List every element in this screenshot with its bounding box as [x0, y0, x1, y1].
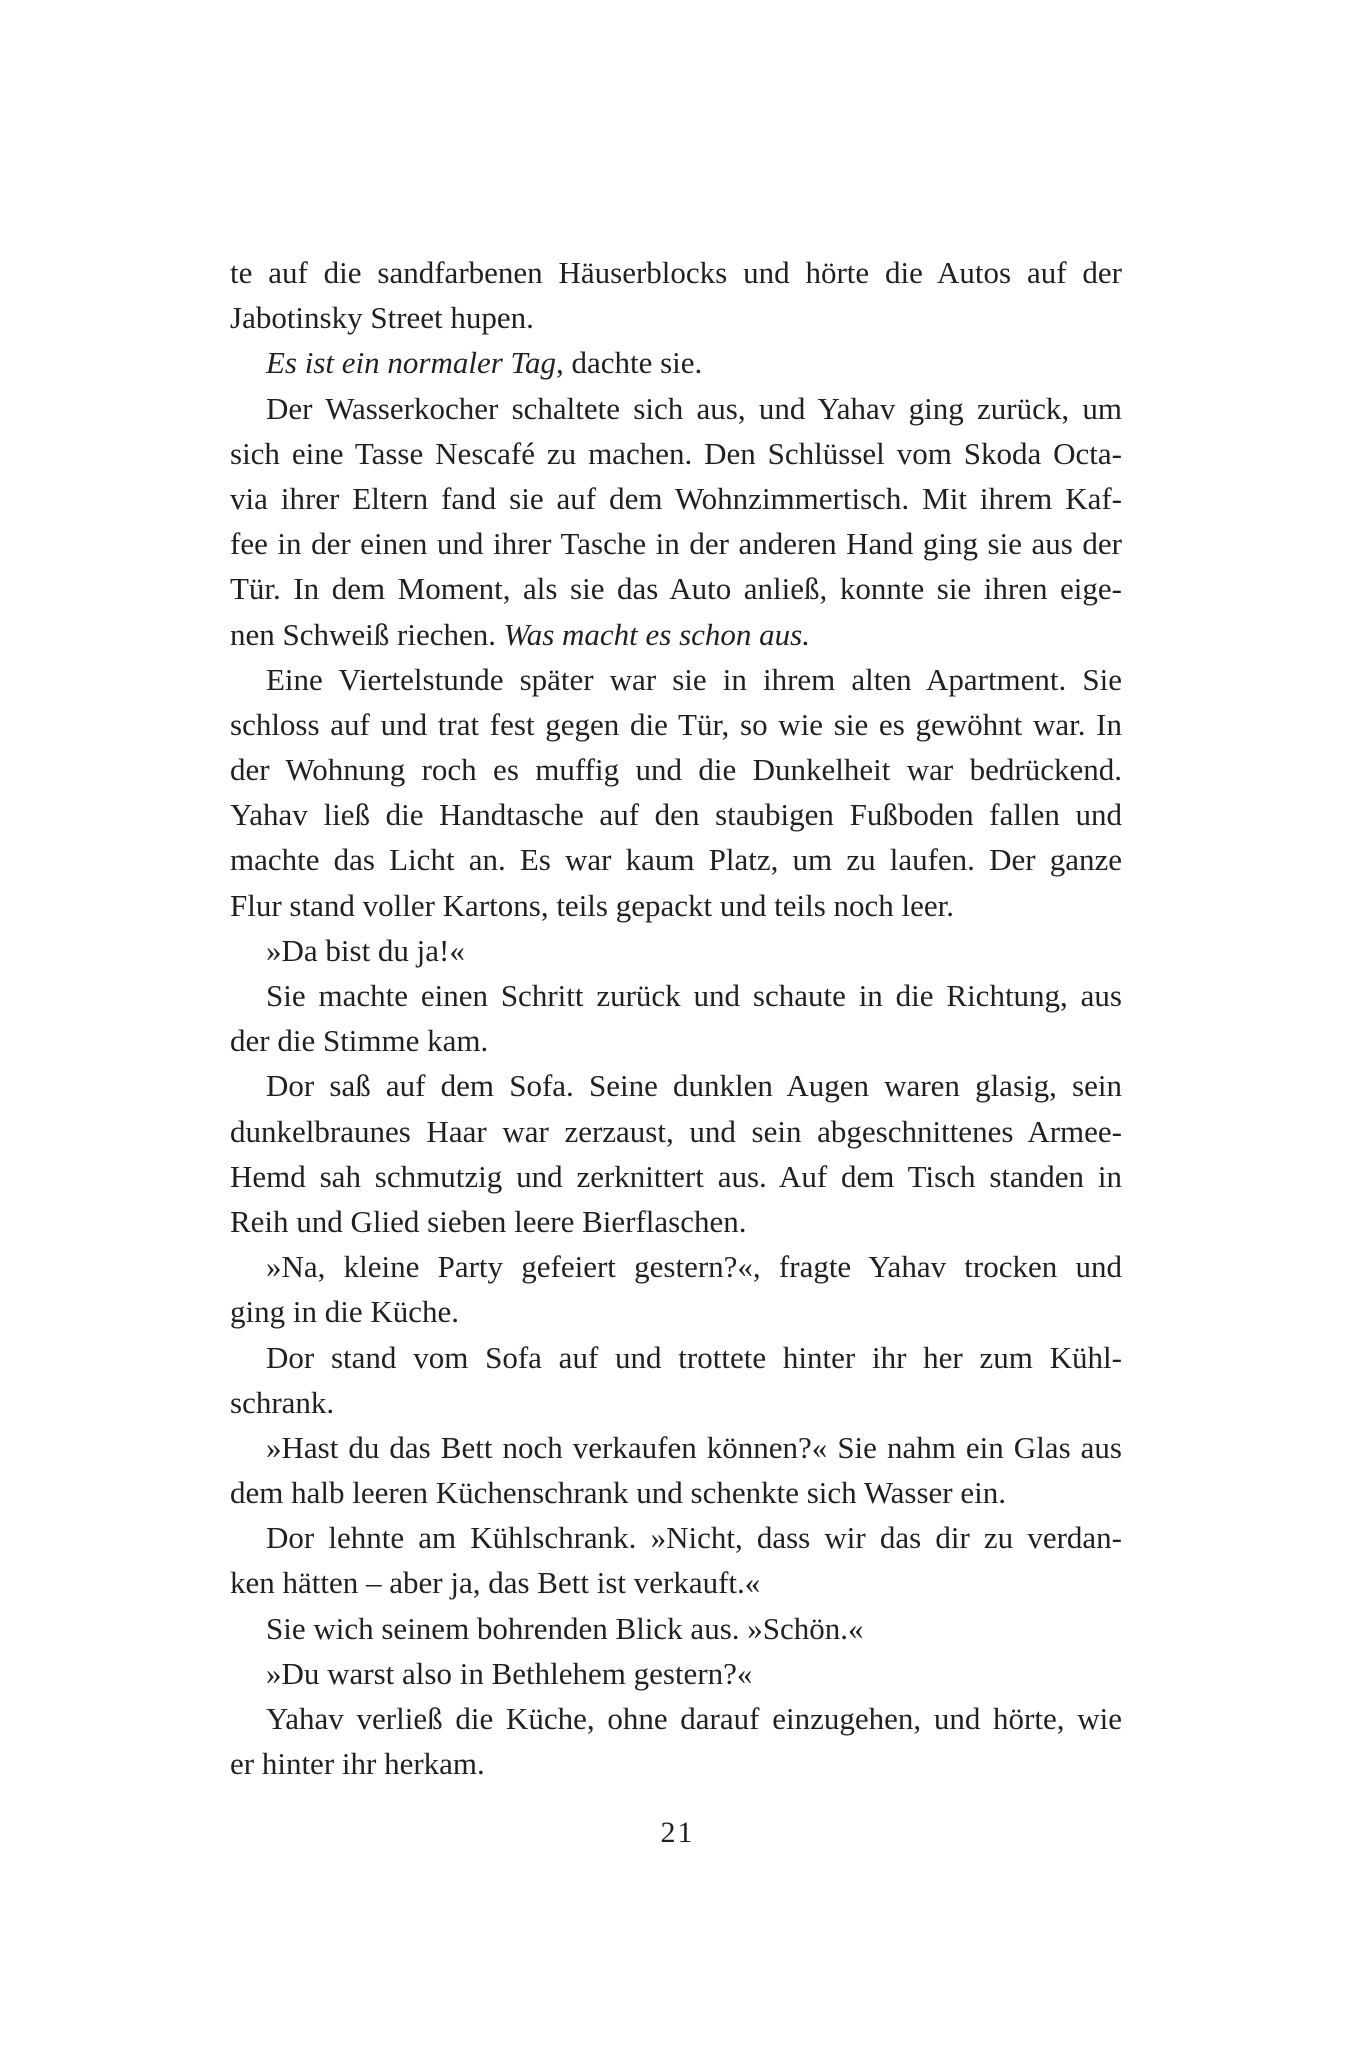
text-segment: der die Stimme kam.	[230, 1023, 489, 1059]
text-line	[230, 747, 1122, 792]
text-segment: schloss auf und trat fest gegen die Tür, so wie sie es gewöhnt war. In	[230, 706, 1122, 742]
paragraph	[230, 386, 1122, 657]
text-line	[230, 1109, 1122, 1154]
text-segment: ken hätten – aber ja, das Bett ist verkauft.«	[230, 1565, 761, 1601]
text-segment: Sie wich seinem bohrenden Blick aus. »Schön.«	[266, 1610, 864, 1646]
text-segment: Eine Viertelstunde später war sie in ihrem alten Apartment. Sie	[266, 661, 1122, 697]
text-line	[230, 431, 1122, 476]
paragraph	[230, 1425, 1122, 1515]
text-segment: , dachte sie.	[555, 345, 703, 381]
text-segment: dem halb leeren Küchenschrank und schenkte sich Wasser ein.	[230, 1475, 1006, 1511]
text-line	[230, 1606, 1122, 1651]
text-line	[230, 973, 1122, 1018]
text-line	[230, 883, 1122, 928]
text-segment: Yahav verließ die Küche, ohne darauf einzugehen, und hörte, wie	[266, 1701, 1122, 1736]
paragraph	[230, 1696, 1122, 1786]
text-line	[230, 476, 1122, 521]
text-line	[230, 250, 1122, 295]
text-segment: Dor lehnte am Kühlschrank. »Nicht, dass wir das dir zu verdan-	[266, 1520, 1122, 1556]
text-segment: Jabotinsky Street hupen.	[230, 300, 534, 336]
italic-text: Es ist ein normaler Tag	[266, 345, 556, 381]
text-segment: Sie machte einen Schritt zurück und schaute in die Richtung, aus	[266, 978, 1122, 1013]
text-segment: sich eine Tasse Nescafé zu machen. Den Schlüssel vom Skoda Octa-	[230, 435, 1122, 471]
text-line	[230, 1063, 1122, 1108]
paragraph	[230, 340, 1122, 385]
paragraph	[230, 1606, 1122, 1651]
text-line	[230, 295, 1122, 340]
text-segment: Tür. In dem Moment, als sie das Auto anließ, konnte sie ihren eige-	[230, 571, 1122, 607]
text-segment: Reih und Glied sieben leere Bierflaschen.	[230, 1203, 747, 1239]
text-line	[230, 1380, 1122, 1425]
text-line	[230, 1741, 1122, 1786]
text-segment: »Hast du das Bett noch verkaufen können?« Sie nahm ein Glas aus	[266, 1429, 1122, 1465]
paragraph	[230, 1651, 1122, 1696]
text-segment: fee in der einen und ihrer Tasche in der anderen Hand ging sie aus der	[230, 526, 1122, 562]
text-segment: Hemd sah schmutzig und zerknittert aus. Auf dem Tisch standen in	[230, 1158, 1122, 1194]
text-segment: Dor saß auf dem Sofa. Seine dunklen Augen waren glasig, sein	[266, 1068, 1122, 1104]
text-line	[230, 1425, 1122, 1470]
text-line	[230, 612, 1122, 657]
text-line	[230, 1335, 1122, 1380]
text-line	[230, 928, 1122, 973]
text-line	[230, 657, 1122, 702]
text-line	[230, 1018, 1122, 1063]
paragraph	[230, 928, 1122, 973]
text-line	[230, 1696, 1122, 1741]
text-segment: der Wohnung roch es muffig und die Dunkelheit war bedrückend.	[230, 752, 1122, 788]
paragraph	[230, 1244, 1122, 1334]
text-line	[230, 521, 1122, 566]
text-segment: ging in die Küche.	[230, 1294, 460, 1330]
text-segment: »Da bist du ja!«	[266, 932, 465, 968]
text-line	[230, 566, 1122, 611]
text-segment: machte das Licht an. Es war kaum Platz, um zu laufen. Der ganze	[230, 842, 1122, 878]
page-body	[230, 250, 1122, 1786]
text-line	[230, 1651, 1122, 1696]
paragraph	[230, 1335, 1122, 1425]
text-line	[230, 837, 1122, 882]
text-line	[230, 1515, 1122, 1560]
text-line	[230, 1289, 1122, 1334]
text-segment: er hinter ihr herkam.	[230, 1746, 485, 1782]
paragraph	[230, 1063, 1122, 1244]
text-line	[230, 792, 1122, 837]
text-segment: dunkelbraunes Haar war zerzaust, und sein abgeschnittenes Armee-	[230, 1113, 1122, 1149]
text-segment: »Du warst also in Bethlehem gestern?«	[266, 1655, 753, 1691]
page-number: 21	[660, 1816, 695, 1849]
text-segment: Dor stand vom Sofa auf und trottete hinter ihr her zum Kühl-	[266, 1339, 1122, 1375]
text-line	[230, 1470, 1122, 1515]
paragraph	[230, 973, 1122, 1063]
text-line	[230, 1199, 1122, 1244]
text-segment: te auf die sandfarbenen Häuserblocks und hörte die Autos auf der	[230, 255, 1122, 290]
italic-text: Was macht es schon aus.	[503, 616, 810, 652]
text-segment: nen Schweiß riechen.	[230, 616, 504, 652]
text-line	[230, 1154, 1122, 1199]
paragraph	[230, 657, 1122, 928]
text-line	[230, 386, 1122, 431]
text-line	[230, 702, 1122, 747]
text-line	[230, 1560, 1122, 1605]
paragraph	[230, 1515, 1122, 1605]
text-segment: Der Wasserkocher schaltete sich aus, und Yahav ging zurück, um	[266, 390, 1122, 426]
text-segment: via ihrer Eltern fand sie auf dem Wohnzimmertisch. Mit ihrem Kaf-	[230, 480, 1122, 516]
paragraph	[230, 250, 1122, 340]
text-segment: Yahav ließ die Handtasche auf den staubigen Fußboden fallen und	[230, 797, 1122, 833]
text-line	[230, 1244, 1122, 1289]
text-line	[230, 340, 1122, 385]
text-segment: »Na, kleine Party gefeiert gestern?«, fragte Yahav trocken und	[266, 1249, 1122, 1285]
text-segment: schrank.	[230, 1384, 335, 1420]
text-segment: Flur stand voller Kartons, teils gepackt und teils noch leer.	[230, 887, 955, 923]
